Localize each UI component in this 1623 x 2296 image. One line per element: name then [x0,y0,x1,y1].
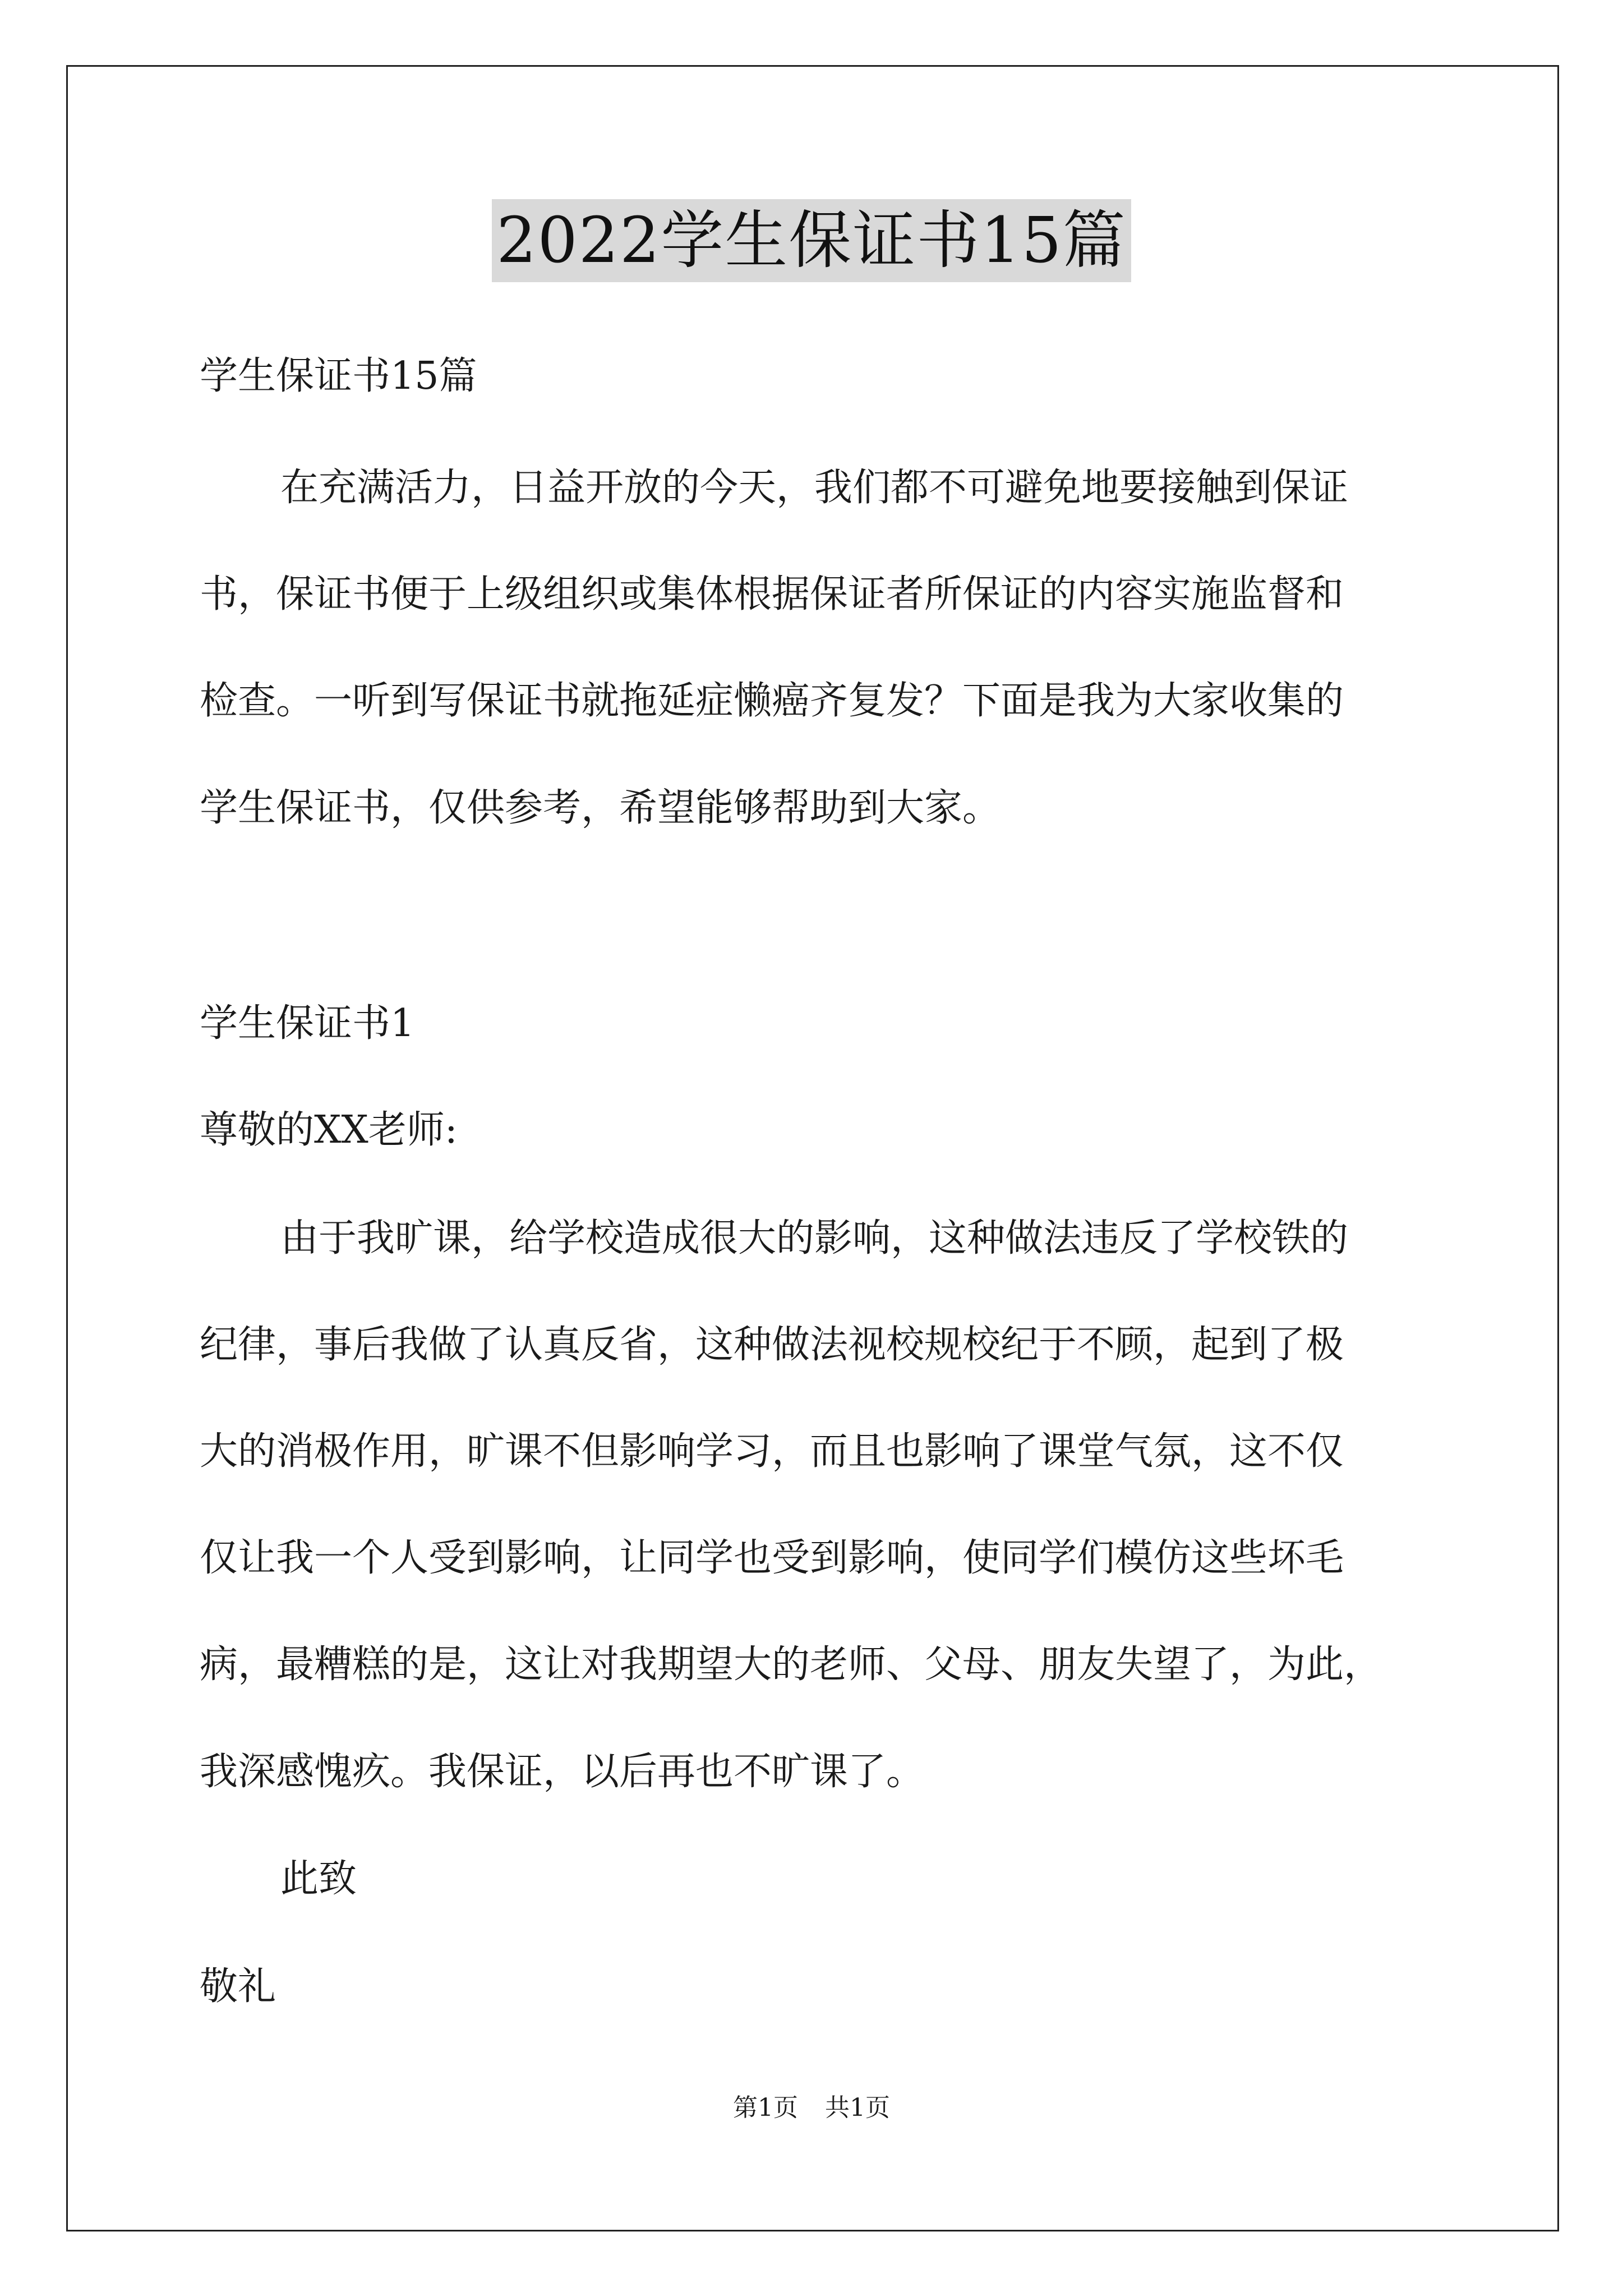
salutation: 尊敬的XX老师: [200,1108,458,1152]
body-line: 我深感愧疚。我保证，以后再也不旷课了。 [200,1750,925,1794]
document-title: 2022学生保证书15篇 [492,199,1131,282]
body-line: 由于我旷课，给学校造成很大的影响，这种做法违反了学校铁的 [280,1216,1349,1260]
page-number: 第1页 [733,2093,798,2122]
body-line: 纪律，事后我做了认真反省，这种做法视校规校纪于不顾，起到了极 [200,1323,1344,1367]
closing-line: 此致 [280,1857,357,1901]
intro-line: 检查。一听到写保证书就拖延症懒癌齐复发？下面是我为大家收集的 [200,679,1344,723]
page-footer [0,2091,1623,2125]
body-line: 病，最糟糕的是，这让对我期望大的老师、父母、朋友失望了，为此， [200,1642,1382,1687]
body-line: 仅让我一个人受到影响，让同学也受到影响，使同学们模仿这些坏毛 [200,1536,1344,1580]
section-heading: 学生保证书1 [200,1001,415,1046]
title-container [0,199,1623,282]
body-line: 大的消极作用，旷课不但影响学习，而且也影响了课堂气氛，这不仅 [200,1429,1344,1474]
intro-line: 学生保证书，仅供参考，希望能够帮助到大家。 [200,786,1001,830]
intro-line: 书，保证书便于上级组织或集体根据保证者所保证的内容实施监督和 [200,572,1344,616]
document-subtitle: 学生保证书15篇 [200,354,477,398]
closing-line: 敬礼 [200,1964,276,2009]
page-total: 共1页 [825,2093,890,2122]
intro-line: 在充满活力，日益开放的今天，我们都不可避免地要接触到保证 [280,466,1349,510]
